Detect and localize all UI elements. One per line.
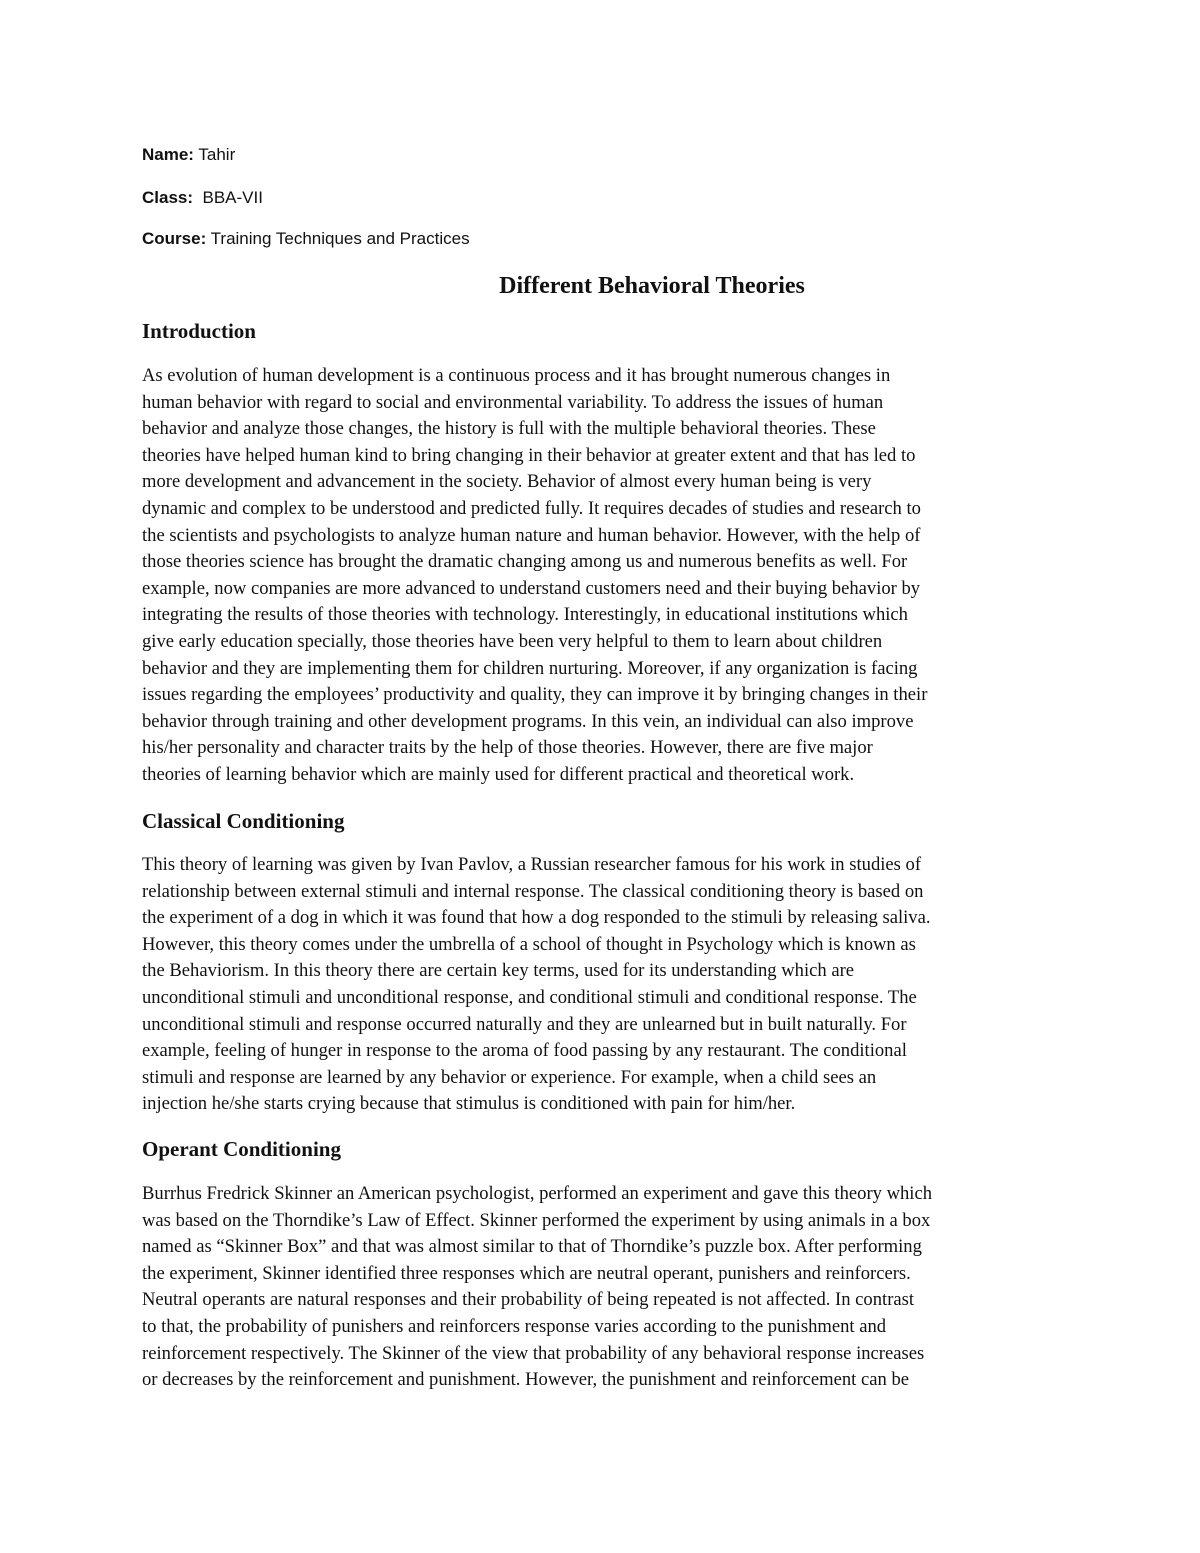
paragraph-line: his/her personality and character traits by the help of those theories. However, there are five major <box>142 737 873 759</box>
section-heading-classical-conditioning: Classical Conditioning <box>142 809 345 833</box>
student-name-line <box>142 144 235 166</box>
paragraph-line: to that, the probability of punishers and reinforcers response varies according to the punishment and <box>142 1315 887 1337</box>
paragraph-line: stimuli and response are learned by any behavior or experience. For example, when a child sees an <box>142 1066 877 1088</box>
paragraph-line: behavior and they are implementing them for children nurturing. Moreover, if any organization is facing <box>142 657 918 679</box>
paragraph-line: This theory of learning was given by Ivan Pavlov, a Russian researcher famous for his work in studies of <box>142 854 922 875</box>
course-label: Course: <box>142 229 207 248</box>
paragraph-line: behavior through training and other development programs. In this vein, an individual can also improve <box>142 710 914 732</box>
class-value: BBA-VII <box>202 188 263 207</box>
paragraph-line: the experiment of a dog in which it was found that how a dog responded to the stimuli by releasing saliva. <box>142 907 931 929</box>
section-heading-introduction: Introduction <box>142 319 256 343</box>
paragraph-line: more development and advancement in the society. Behavior of almost every human being is very <box>142 471 872 493</box>
document-title: Different Behavioral Theories <box>499 273 805 299</box>
paragraph-line: injection he/she starts crying because that stimulus is conditioned with pain for him/her. <box>142 1093 796 1115</box>
paragraph-line: relationship between external stimuli and internal response. The classical conditioning theory is based on <box>142 880 924 902</box>
paragraph-line: the experiment, Skinner identified three responses which are neutral operant, punishers and reinforcers. <box>142 1262 911 1284</box>
class-line <box>142 187 263 209</box>
name-value: Tahir <box>198 145 236 164</box>
paragraph-line: give early education specially, those theories have been very helpful to them to learn about children <box>142 630 883 652</box>
paragraph-line: the scientists and psychologists to analyze human nature and human behavior. However, with the help of <box>142 524 921 546</box>
paragraph-line: As evolution of human development is a continuous process and it has brought numerous changes in <box>142 365 891 386</box>
paragraph-line: example, feeling of hunger in response to the aroma of food passing by any restaurant. The conditional <box>142 1040 907 1062</box>
classical-conditioning-paragraph <box>142 852 1062 1118</box>
paragraph-line: the Behaviorism. In this theory there are certain key terms, used for its understanding which are <box>142 960 855 982</box>
paragraph-line: human behavior with regard to social and environmental variability. To address the issues of human <box>142 391 884 413</box>
paragraph-line: issues regarding the employees’ productivity and quality, they can improve it by bringing changes in their <box>142 684 928 706</box>
paragraph-line: named as “Skinner Box” and that was almost similar to that of Thorndike’s puzzle box. After performing <box>142 1236 922 1258</box>
paragraph-line: However, this theory comes under the umbrella of a school of thought in Psychology which is known as <box>142 933 916 955</box>
paragraph-line: those theories science has brought the dramatic changing among us and numerous benefits as well. For <box>142 551 908 573</box>
course-value: Training Techniques and Practices <box>210 229 470 248</box>
section-heading-operant-conditioning: Operant Conditioning <box>142 1137 341 1161</box>
paragraph-line: Burrhus Fredrick Skinner an American psychologist, performed an experiment and gave this theory which <box>142 1183 933 1204</box>
paragraph-line: was based on the Thorndike’s Law of Effect. Skinner performed the experiment by using animals in a box <box>142 1209 931 1231</box>
paragraph-line: example, now companies are more advanced to understand customers need and their buying behavior by <box>142 577 921 599</box>
paragraph-line: Neutral operants are natural responses and their probability of being repeated is not affected. In contrast <box>142 1289 915 1311</box>
introduction-paragraph <box>142 363 1062 789</box>
paragraph-line: unconditional stimuli and unconditional response, and conditional stimuli and conditional response. The <box>142 986 917 1008</box>
paragraph-line: unconditional stimuli and response occurred naturally and they are unlearned but in built naturally. For <box>142 1013 907 1035</box>
paragraph-line: theories of learning behavior which are mainly used for different practical and theoretical work. <box>142 763 855 785</box>
course-line <box>142 228 470 250</box>
operant-conditioning-paragraph <box>142 1181 1062 1394</box>
paragraph-line: dynamic and complex to be understood and predicted fully. It requires decades of studies and research to <box>142 497 921 519</box>
paragraph-line: theories have helped human kind to bring changing in their behavior at greater extent and that has led to <box>142 444 916 466</box>
paragraph-line: or decreases by the reinforcement and punishment. However, the punishment and reinforcement can be <box>142 1369 909 1391</box>
paragraph-line: integrating the results of those theories with technology. Interestingly, in educational institutions which <box>142 604 908 626</box>
paragraph-line: behavior and analyze those changes, the history is full with the multiple behavioral theories. These <box>142 418 876 440</box>
paragraph-line: reinforcement respectively. The Skinner of the view that probability of any behavioral response increases <box>142 1342 925 1364</box>
name-label: Name: <box>142 145 194 164</box>
class-label: Class: <box>142 188 194 207</box>
